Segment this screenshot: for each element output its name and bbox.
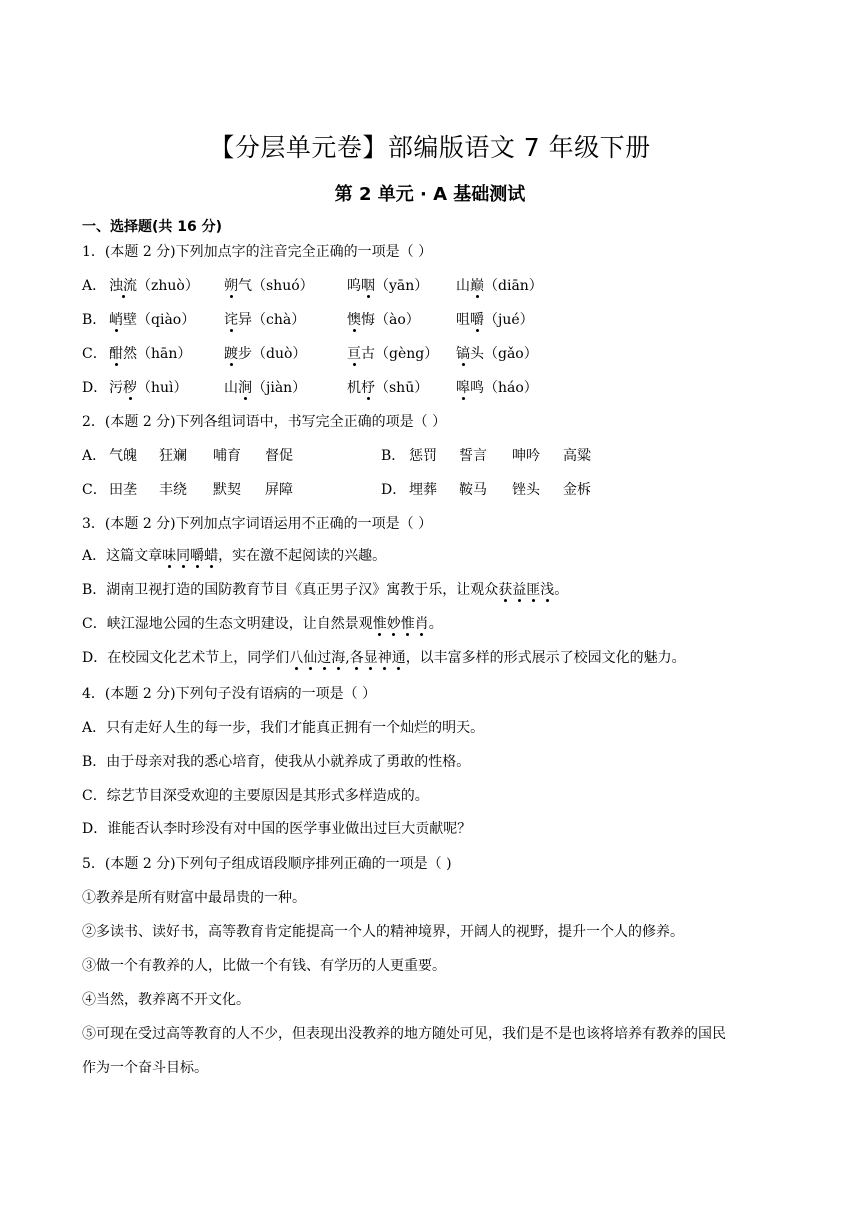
pinyin: （gǎo） — [484, 346, 538, 362]
q3-option-d — [82, 648, 686, 668]
pinyin: （ào） — [375, 312, 420, 328]
q5-sentence-3: ③做一个有教养的人，比做一个有钱、有学历的人更重要。 — [82, 958, 446, 974]
dotted-character: 杼 — [361, 380, 375, 396]
section-heading: 一、选择题(共 16 分) — [82, 219, 223, 235]
q1-option-word — [347, 310, 420, 330]
q3-option-c-dotted-phrase: 惟妙惟肖 — [372, 616, 429, 632]
dotted-character: 酣 — [109, 346, 123, 362]
q5-sentence-5-continued: 作为一个奋斗目标。 — [82, 1060, 208, 1076]
q5-sentence-4: ④当然，教养离不开文化。 — [82, 992, 250, 1008]
word-character: 机 — [347, 380, 361, 396]
q1-option-row — [82, 378, 782, 398]
q2-option-c-word: 丰绕 — [159, 482, 187, 498]
q2-option-b-word: 惩罚 — [409, 448, 437, 464]
q3-option-a-text: A．这篇文章 — [82, 548, 163, 564]
q1-option-word — [109, 344, 191, 364]
dotted-character: 镐 — [456, 346, 470, 362]
pinyin: （háo） — [484, 380, 538, 396]
q3-option-a-dotted-phrase: 味同嚼蜡 — [162, 548, 219, 564]
q1-option-word — [347, 276, 428, 296]
q1-option-row — [82, 344, 782, 364]
q2-option-b-word: 高粱 — [563, 448, 591, 464]
q1-option-word — [456, 378, 538, 398]
pinyin: （hān） — [137, 346, 192, 362]
pinyin: （diān） — [484, 278, 543, 294]
word-character: 气 — [238, 278, 252, 294]
q3-option-b-text-end: 。 — [554, 582, 569, 598]
q5-stem: 5．(本题 2 分)下列句子组成语段顺序排列正确的一项是（ ) — [82, 856, 452, 872]
q4-stem: 4．(本题 2 分)下列句子没有语病的一项是（ ） — [82, 686, 377, 702]
q2-option-a-label: A． — [82, 448, 107, 464]
dotted-character: 嚼 — [470, 312, 484, 328]
q4-option-a: A．只有走好人生的每一步，我们才能真正拥有一个灿烂的明天。 — [82, 720, 485, 736]
q2-option-a-word: 哺育 — [213, 448, 241, 464]
q3-option-d-text-end: ，以丰富多样的形式展示了校园文化的魅力。 — [405, 650, 686, 666]
q3-option-c — [82, 614, 443, 634]
q1-option-label: C． — [82, 346, 107, 362]
q4-option-d: D．谁能否认李时珍没有对中国的医学事业做出过巨大贡献呢？ — [82, 821, 472, 837]
q3-option-c-text-end: 。 — [428, 616, 443, 632]
q1-option-word — [347, 344, 438, 364]
q1-option-word — [224, 276, 314, 296]
dotted-character: 涧 — [238, 380, 252, 396]
pinyin: （chà） — [252, 312, 306, 328]
pinyin: （jué） — [484, 312, 534, 328]
dotted-character: 踱 — [224, 346, 238, 362]
q1-option-word — [109, 378, 188, 398]
dotted-character: 懊 — [347, 312, 361, 328]
dotted-character: 巅 — [470, 278, 484, 294]
pinyin: （shuó） — [252, 278, 314, 294]
word-character: 山 — [224, 380, 238, 396]
q3-stem: 3．(本题 2 分)下列加点字词语运用不正确的一项是（ ） — [82, 516, 433, 532]
q1-option-word — [347, 378, 428, 398]
q3-option-b-text: B．湖南卫视打造的国防教育节目《真正男子汉》寓教于乐，让观众 — [82, 582, 499, 598]
q2-option-d-label: D． — [381, 482, 407, 498]
q2-option-b-word: 誓言 — [459, 448, 487, 464]
q3-option-c-text: C．峡江湿地公园的生态文明建设，让自然景观 — [82, 616, 373, 632]
pinyin: （gèng） — [375, 346, 439, 362]
q2-option-row-1 — [82, 446, 782, 466]
q5-sentence-1: ①教养是所有财富中最昂贵的一种。 — [82, 890, 306, 906]
dotted-character: 咽 — [361, 278, 375, 294]
pinyin: （jiàn） — [252, 380, 307, 396]
q5-sentence-5: ⑤可现在受过高等教育的人不少，但表现出没教养的地方随处可见，我们是不是也该将培养有教养的国民 — [82, 1026, 726, 1042]
q2-option-c-word: 默契 — [213, 482, 241, 498]
q2-stem: 2．(本题 2 分)下列各组词语中，书写完全正确的项是（ ） — [82, 414, 447, 430]
dotted-character: 朔 — [224, 278, 238, 294]
word-character: 咀 — [456, 312, 470, 328]
q1-option-word — [224, 378, 306, 398]
q2-option-a-word: 狂斓 — [159, 448, 187, 464]
q2-option-d-word: 埋葬 — [409, 482, 437, 498]
dotted-character: 峭 — [109, 312, 123, 328]
q2-option-d-word: 金柝 — [563, 482, 591, 498]
dotted-character: 秽 — [123, 380, 137, 396]
word-character: 步 — [238, 346, 252, 362]
page-subtitle: 第 2 单元 · A 基础测试 — [334, 184, 526, 205]
q2-option-a-word: 督促 — [265, 448, 293, 464]
q3-option-d-text: D．在校园文化艺术节上，同学们 — [82, 650, 290, 666]
q1-option-row — [82, 310, 782, 330]
word-character: 然 — [123, 346, 137, 362]
word-character: 浊 — [109, 278, 123, 294]
q2-option-d-word: 鞍马 — [459, 482, 487, 498]
q1-option-word — [109, 310, 195, 330]
q1-option-word — [456, 310, 534, 330]
word-character: 异 — [238, 312, 252, 328]
q4-option-b: B．由于母亲对我的悉心培育，使我从小就养成了勇敢的性格。 — [82, 754, 471, 770]
pinyin: （duò） — [252, 346, 307, 362]
pinyin: （zhuò） — [137, 278, 199, 294]
pinyin: （huì） — [137, 380, 188, 396]
q3-option-b — [82, 580, 568, 600]
word-character: 头 — [470, 346, 484, 362]
q1-option-word — [224, 310, 305, 330]
word-character: 古 — [361, 346, 375, 362]
q2-option-a-word: 气魄 — [109, 448, 137, 464]
q2-option-d-word: 锉头 — [512, 482, 540, 498]
q2-option-c-word: 屏障 — [265, 482, 293, 498]
q1-option-row — [82, 276, 782, 296]
q2-option-row-2 — [82, 480, 782, 500]
q3-option-d-dotted-phrase: 八仙过海,各显神通 — [289, 650, 406, 666]
dotted-character: 亘 — [347, 346, 361, 362]
q2-option-c-word: 田垄 — [109, 482, 137, 498]
word-character: 流 — [123, 278, 137, 294]
q3-option-a-text-end: ，实在激不起阅读的兴趣。 — [218, 548, 387, 564]
q3-option-b-dotted-phrase: 获益匪浅 — [498, 582, 555, 598]
pinyin: （shū） — [375, 380, 429, 396]
dotted-character: 嗥 — [456, 380, 470, 396]
q1-option-word — [109, 276, 199, 296]
pinyin: （qiào） — [137, 312, 196, 328]
q1-option-word — [456, 276, 543, 296]
word-character: 呜 — [347, 278, 361, 294]
q1-stem: 1．(本题 2 分)下列加点字的注音完全正确的一项是（ ） — [82, 244, 433, 260]
q1-option-word — [224, 344, 306, 364]
q4-option-c: C．综艺节目深受欢迎的主要原因是其形式多样造成的。 — [82, 788, 429, 804]
q2-option-c-label: C． — [82, 482, 107, 498]
word-character: 污 — [109, 380, 123, 396]
q5-sentence-2: ②多读书、读好书，高等教育肯定能提高一个人的精神境界，开阔人的视野，提升一个人的修养。 — [82, 924, 684, 940]
word-character: 鸣 — [470, 380, 484, 396]
word-character: 悔 — [361, 312, 375, 328]
q2-option-b-word: 呻吟 — [512, 448, 540, 464]
page-title: 【分层单元卷】部编版语文 7 年级下册 — [209, 133, 651, 162]
pinyin: （yān） — [375, 278, 429, 294]
dotted-character: 诧 — [224, 312, 238, 328]
q1-option-label: D． — [82, 380, 108, 396]
q3-option-a — [82, 546, 386, 566]
q1-option-label: B． — [82, 312, 107, 328]
word-character: 山 — [456, 278, 470, 294]
q1-option-label: A． — [82, 278, 107, 294]
q2-option-b-label: B． — [381, 448, 406, 464]
q1-option-word — [456, 344, 538, 364]
word-character: 壁 — [123, 312, 137, 328]
